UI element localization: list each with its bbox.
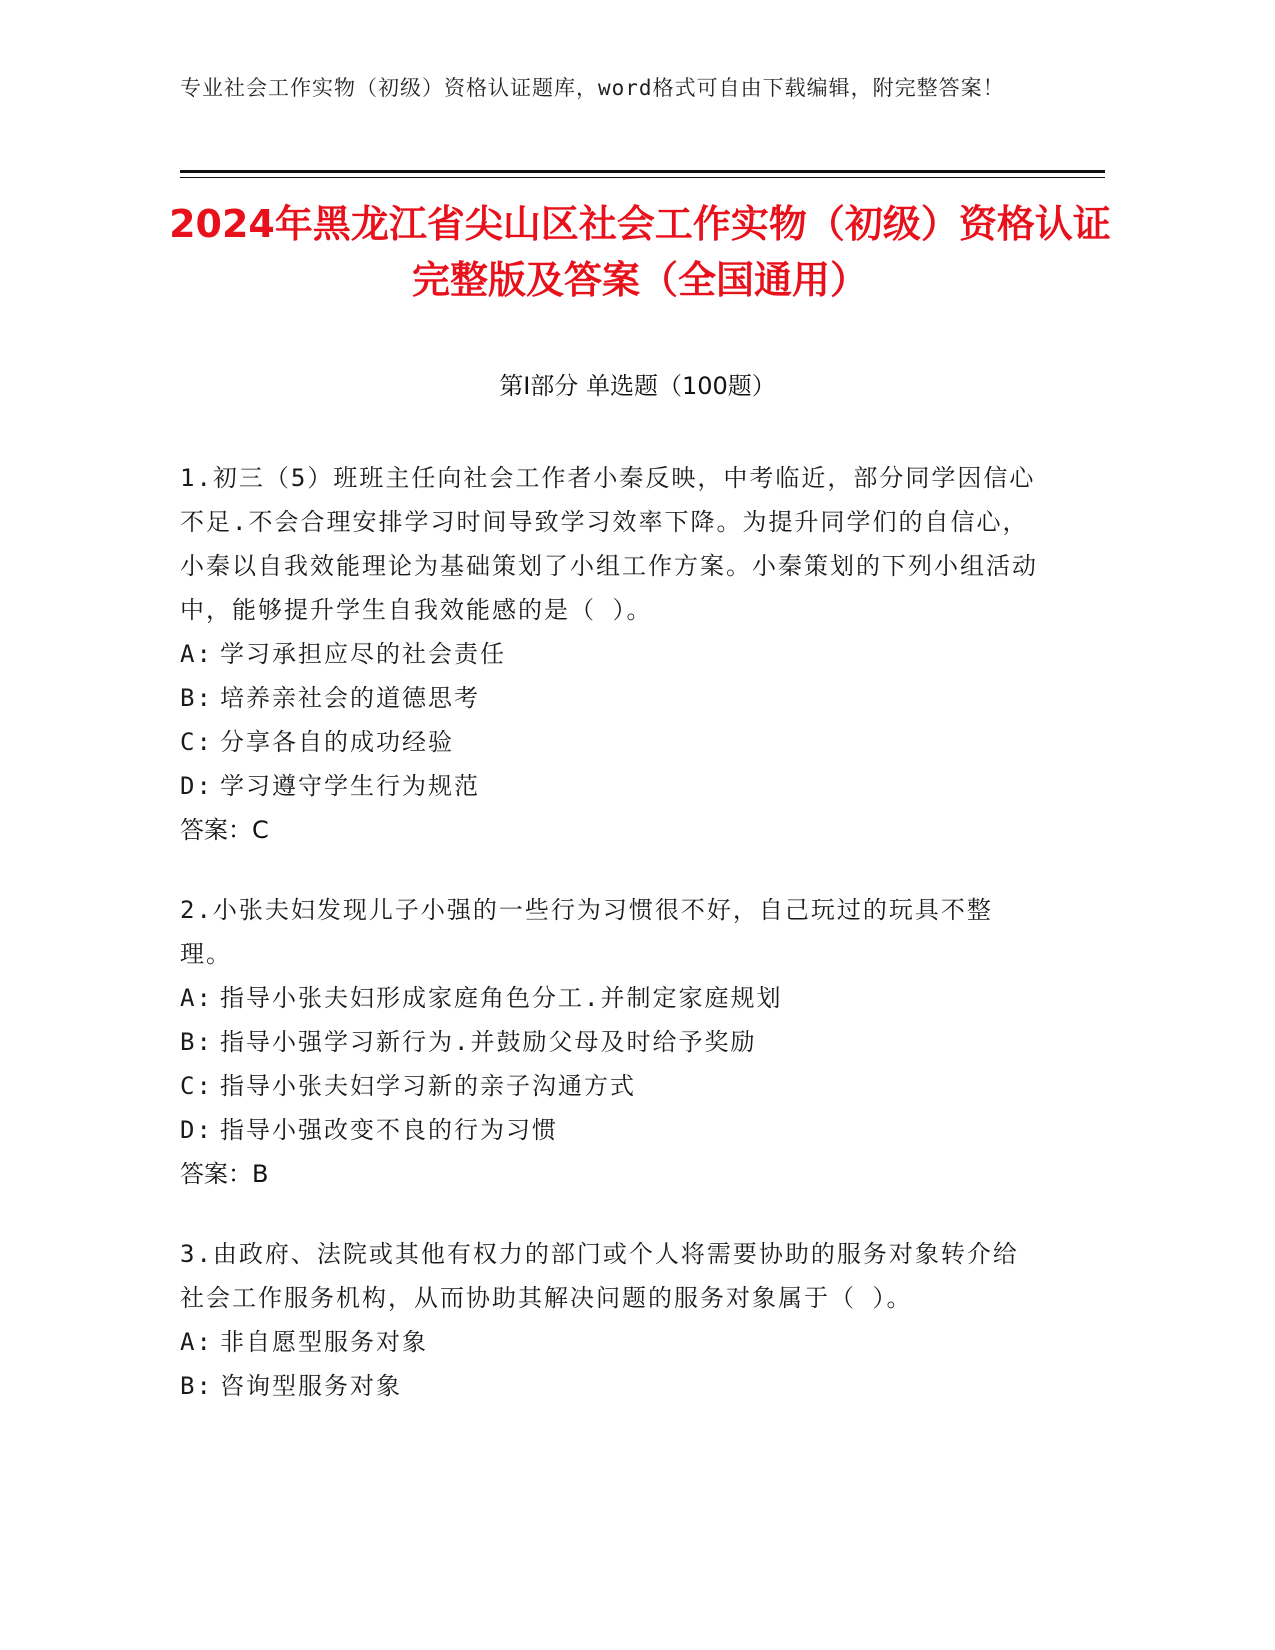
- option-letter: A:: [180, 1328, 213, 1356]
- question-list: [180, 456, 1040, 1444]
- option-b: [180, 676, 1040, 720]
- question-1: [180, 456, 1040, 852]
- option-letter: C:: [180, 1072, 213, 1100]
- option-a: [180, 1320, 1040, 1364]
- option-text: 指导小张夫妇形成家庭角色分工.并制定家庭规划: [220, 984, 783, 1012]
- option-text: 培养亲社会的道德思考: [220, 684, 480, 712]
- option-text: 指导小强学习新行为.并鼓励父母及时给予奖励: [220, 1028, 757, 1056]
- option-letter: B:: [180, 1372, 213, 1400]
- option-text: 指导小张夫妇学习新的亲子沟通方式: [220, 1072, 636, 1100]
- option-b: [180, 1020, 1040, 1064]
- option-d: [180, 1108, 1040, 1152]
- document-title: 2024年黑龙江省尖山区社会工作实物（初级）资格认证完整版及答案（全国通用）: [169, 202, 1111, 302]
- option-letter: B:: [180, 684, 213, 712]
- option-letter: D:: [180, 1116, 213, 1144]
- option-a: [180, 976, 1040, 1020]
- option-text: 非自愿型服务对象: [220, 1328, 428, 1356]
- option-a: [180, 632, 1040, 676]
- question-stem: 1.初三（5）班班主任向社会工作者小秦反映，中考临近，部分同学因信心不足.不会合理安排学习时间导致学习效率下降。为提升同学们的自信心，小秦以自我效能理论为基础策划了小组工作方案。小秦策划的下列小组活动中，能够提升学生自我效能感的是（ ）。: [180, 464, 1038, 624]
- question-stem: 2.小张夫妇发现儿子小强的一些行为习惯很不好，自己玩过的玩具不整理。: [180, 896, 993, 968]
- section-title: 第Ⅰ部分 单选题（100题）: [499, 372, 776, 400]
- header-rule-thin: [180, 177, 1105, 178]
- option-text: 指导小强改变不良的行为习惯: [220, 1116, 558, 1144]
- option-text: 分享各自的成功经验: [220, 728, 454, 756]
- option-d: [180, 764, 1040, 808]
- option-letter: B:: [180, 1028, 213, 1056]
- option-letter: A:: [180, 640, 213, 668]
- question-stem: 3.由政府、法院或其他有权力的部门或个人将需要协助的服务对象转介给社会工作服务机构，从而协助其解决问题的服务对象属于（ ）。: [180, 1240, 1019, 1312]
- question-3: [180, 1232, 1040, 1408]
- question-2: [180, 888, 1040, 1196]
- option-b: [180, 1364, 1040, 1408]
- option-text: 咨询型服务对象: [220, 1372, 402, 1400]
- option-text: 学习承担应尽的社会责任: [220, 640, 506, 668]
- header-note: 专业社会工作实物（初级）资格认证题库，word格式可自由下载编辑，附完整答案！: [180, 76, 1005, 100]
- option-c: [180, 1064, 1040, 1108]
- answer-line: 答案：C: [180, 816, 269, 844]
- option-c: [180, 720, 1040, 764]
- option-letter: C:: [180, 728, 213, 756]
- header-rule-thick: [180, 170, 1105, 173]
- option-letter: A:: [180, 984, 213, 1012]
- option-text: 学习遵守学生行为规范: [220, 772, 480, 800]
- answer-line: 答案：B: [180, 1160, 269, 1188]
- option-letter: D:: [180, 772, 213, 800]
